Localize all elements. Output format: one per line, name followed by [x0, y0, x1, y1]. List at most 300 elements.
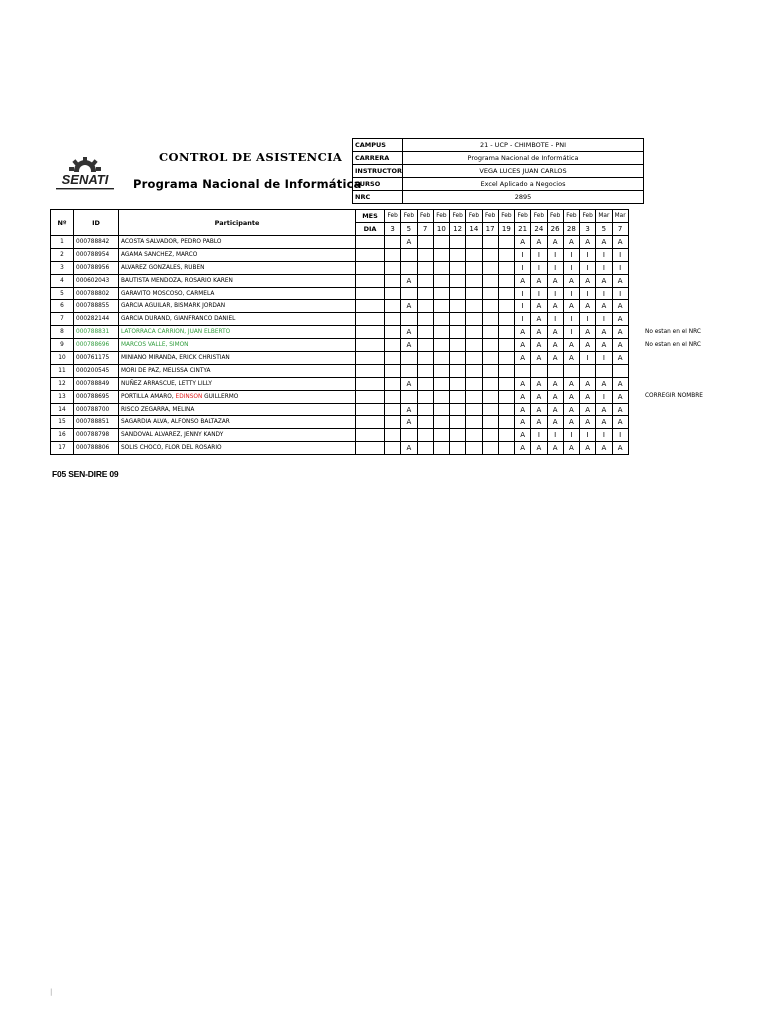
attendance-mark — [466, 390, 482, 403]
attendance-mark — [450, 352, 466, 365]
participant-name: ALVAREZ GONZALES, RUBEN — [119, 261, 356, 274]
attendance-mark: A — [531, 300, 547, 313]
attendance-mark: I — [531, 261, 547, 274]
attendance-mark — [482, 326, 498, 339]
info-value: VEGA LUCES JUAN CARLOS — [403, 165, 644, 178]
row-number: 5 — [51, 287, 74, 300]
attendance-mark — [385, 390, 401, 403]
attendance-mark: I — [612, 261, 628, 274]
participant-id: 000602043 — [74, 274, 119, 287]
attendance-mark — [466, 339, 482, 352]
info-key: CURSO — [353, 178, 403, 191]
attendance-mark — [482, 403, 498, 416]
attendance-mark — [498, 429, 514, 442]
attendance-mark: A — [612, 442, 628, 455]
attendance-mark — [450, 429, 466, 442]
attendance-mark: A — [547, 236, 563, 249]
attendance-mark: A — [580, 416, 596, 429]
info-row-curso — [353, 178, 644, 191]
blank-cell — [356, 261, 385, 274]
participant-id: 000788842 — [74, 236, 119, 249]
attendance-mark — [450, 377, 466, 390]
attendance-mark: A — [515, 390, 531, 403]
attendance-mark — [450, 300, 466, 313]
attendance-mark — [466, 261, 482, 274]
attendance-mark — [482, 377, 498, 390]
attendance-mark — [385, 236, 401, 249]
participant-id: 000788798 — [74, 429, 119, 442]
row-number: 12 — [51, 377, 74, 390]
attendance-mark — [466, 416, 482, 429]
attendance-mark — [498, 313, 514, 326]
attendance-mark: A — [612, 403, 628, 416]
row-number: 15 — [51, 416, 74, 429]
column-header-participant: Participante — [119, 210, 356, 236]
attendance-mark — [385, 429, 401, 442]
table-row — [51, 274, 645, 287]
senati-logo — [54, 150, 116, 194]
attendance-mark — [466, 274, 482, 287]
info-row-carrera — [353, 152, 644, 165]
attendance-mark: A — [401, 442, 417, 455]
row-note: No estan en el NRC — [645, 341, 701, 348]
attendance-mark — [498, 248, 514, 261]
column-header-number: Nº — [51, 210, 74, 236]
attendance-mark — [450, 287, 466, 300]
course-info-table — [352, 138, 644, 204]
attendance-mark — [450, 403, 466, 416]
attendance-mark — [433, 313, 449, 326]
attendance-mark: A — [580, 403, 596, 416]
attendance-mark — [466, 364, 482, 377]
day-cell: 3 — [580, 223, 596, 236]
attendance-mark: A — [580, 236, 596, 249]
month-label: MES — [356, 210, 385, 223]
document-title: CONTROL DE ASISTENCIA — [159, 150, 343, 164]
attendance-mark — [433, 416, 449, 429]
attendance-mark — [482, 364, 498, 377]
attendance-mark: I — [596, 261, 612, 274]
attendance-mark: I — [580, 248, 596, 261]
attendance-mark: A — [531, 352, 547, 365]
participant-name: SANDOVAL ALVAREZ, JENNY KANDY — [119, 429, 356, 442]
attendance-mark — [433, 429, 449, 442]
attendance-mark: I — [580, 429, 596, 442]
attendance-mark — [466, 377, 482, 390]
table-row — [51, 261, 645, 274]
info-row-instructor — [353, 165, 644, 178]
month-cell: Feb — [515, 210, 531, 223]
day-cell: 19 — [498, 223, 514, 236]
attendance-mark — [417, 326, 433, 339]
attendance-mark — [498, 442, 514, 455]
attendance-mark: I — [515, 300, 531, 313]
attendance-mark — [433, 261, 449, 274]
attendance-mark — [401, 352, 417, 365]
attendance-mark: A — [596, 339, 612, 352]
info-key: NRC — [353, 191, 403, 204]
attendance-mark: A — [401, 236, 417, 249]
row-number: 3 — [51, 261, 74, 274]
attendance-mark: A — [580, 377, 596, 390]
participant-name: ACOSTA SALVADOR, PEDRO PABLO — [119, 236, 356, 249]
attendance-mark: A — [531, 377, 547, 390]
attendance-mark: A — [612, 377, 628, 390]
participant-name: AGAMA SANCHEZ, MARCO — [119, 248, 356, 261]
attendance-mark — [433, 403, 449, 416]
row-number: 11 — [51, 364, 74, 377]
info-key: INSTRUCTOR — [353, 165, 403, 178]
attendance-mark — [482, 248, 498, 261]
participant-name: GARCIA DURAND, GIANFRANCO DANIEL — [119, 313, 356, 326]
participant-name: MORI DE PAZ, MELISSA CINTYA — [119, 364, 356, 377]
attendance-mark — [466, 403, 482, 416]
info-value: Programa Nacional de Informática — [403, 152, 644, 165]
attendance-mark — [466, 313, 482, 326]
participant-id: 000788695 — [74, 390, 119, 403]
row-number: 1 — [51, 236, 74, 249]
attendance-mark: I — [596, 248, 612, 261]
attendance-mark — [547, 364, 563, 377]
attendance-mark: A — [401, 403, 417, 416]
attendance-mark: A — [531, 313, 547, 326]
row-note: No estan en el NRC — [645, 328, 701, 335]
attendance-mark — [450, 274, 466, 287]
attendance-mark: A — [547, 377, 563, 390]
attendance-mark: A — [563, 390, 579, 403]
attendance-mark — [450, 326, 466, 339]
blank-cell — [356, 313, 385, 326]
attendance-mark: I — [547, 261, 563, 274]
attendance-mark — [385, 274, 401, 287]
row-number: 17 — [51, 442, 74, 455]
attendance-mark: I — [563, 287, 579, 300]
attendance-mark — [417, 403, 433, 416]
attendance-mark — [450, 390, 466, 403]
program-title: Programa Nacional de Informática — [133, 177, 362, 191]
attendance-mark: A — [515, 236, 531, 249]
attendance-mark: A — [547, 442, 563, 455]
attendance-mark: A — [531, 442, 547, 455]
attendance-mark — [385, 364, 401, 377]
day-cell: 21 — [515, 223, 531, 236]
attendance-mark: A — [563, 300, 579, 313]
attendance-mark — [482, 274, 498, 287]
attendance-mark — [385, 248, 401, 261]
blank-cell — [356, 352, 385, 365]
blank-cell — [356, 429, 385, 442]
attendance-mark: I — [596, 313, 612, 326]
attendance-mark — [417, 390, 433, 403]
month-cell: Feb — [498, 210, 514, 223]
attendance-mark — [466, 442, 482, 455]
participant-id: 000200545 — [74, 364, 119, 377]
attendance-mark — [433, 300, 449, 313]
attendance-mark: A — [531, 390, 547, 403]
attendance-mark: A — [563, 442, 579, 455]
attendance-mark: A — [531, 416, 547, 429]
attendance-mark: A — [596, 403, 612, 416]
info-row-nrc — [353, 191, 644, 204]
blank-cell — [356, 403, 385, 416]
attendance-mark — [498, 236, 514, 249]
attendance-mark — [482, 352, 498, 365]
attendance-mark: A — [612, 326, 628, 339]
attendance-mark: I — [580, 287, 596, 300]
attendance-mark: A — [515, 352, 531, 365]
attendance-mark: A — [515, 339, 531, 352]
attendance-mark — [498, 416, 514, 429]
participant-id: 000788954 — [74, 248, 119, 261]
attendance-mark — [401, 287, 417, 300]
participant-name: MARCOS VALLE, SIMON — [119, 339, 356, 352]
attendance-mark — [417, 300, 433, 313]
attendance-mark — [466, 352, 482, 365]
attendance-mark — [498, 300, 514, 313]
attendance-mark — [482, 390, 498, 403]
blank-cell — [356, 390, 385, 403]
row-number: 2 — [51, 248, 74, 261]
attendance-mark — [417, 416, 433, 429]
blank-cell — [356, 287, 385, 300]
attendance-mark — [596, 364, 612, 377]
attendance-mark: I — [515, 313, 531, 326]
attendance-mark: A — [612, 300, 628, 313]
attendance-mark: A — [612, 390, 628, 403]
attendance-mark — [433, 339, 449, 352]
attendance-mark: A — [563, 416, 579, 429]
gear-logo-icon — [54, 150, 116, 194]
attendance-mark: A — [401, 326, 417, 339]
attendance-mark — [385, 261, 401, 274]
attendance-mark: A — [401, 377, 417, 390]
row-number: 4 — [51, 274, 74, 287]
attendance-mark: A — [596, 377, 612, 390]
table-row — [51, 300, 645, 313]
blank-cell — [356, 274, 385, 287]
attendance-mark — [466, 429, 482, 442]
info-value: 21 - UCP - CHIMBOTE - PNI — [403, 139, 644, 152]
row-number: 8 — [51, 326, 74, 339]
attendance-mark: I — [596, 429, 612, 442]
attendance-mark: I — [596, 287, 612, 300]
attendance-mark: A — [547, 339, 563, 352]
attendance-mark — [417, 377, 433, 390]
attendance-mark — [450, 313, 466, 326]
blank-cell — [356, 364, 385, 377]
table-row — [51, 326, 645, 339]
attendance-mark — [417, 364, 433, 377]
attendance-mark — [417, 313, 433, 326]
attendance-mark — [401, 248, 417, 261]
row-note: CORREGIR NOMBRE — [645, 393, 703, 400]
attendance-mark — [385, 442, 401, 455]
table-row — [51, 390, 645, 403]
attendance-mark: I — [547, 287, 563, 300]
day-cell: 24 — [531, 223, 547, 236]
blank-cell — [356, 377, 385, 390]
attendance-mark — [563, 364, 579, 377]
table-row — [51, 403, 645, 416]
participant-id: 000788855 — [74, 300, 119, 313]
attendance-mark — [482, 313, 498, 326]
row-number: 10 — [51, 352, 74, 365]
attendance-mark: A — [547, 403, 563, 416]
attendance-mark: I — [612, 287, 628, 300]
attendance-mark: I — [547, 248, 563, 261]
column-header-id: ID — [74, 210, 119, 236]
attendance-mark: A — [563, 352, 579, 365]
attendance-mark — [385, 287, 401, 300]
participant-id: 000788849 — [74, 377, 119, 390]
participant-name: NUÑEZ ARRASCUE, LETTY LILLY — [119, 377, 356, 390]
attendance-mark: A — [612, 236, 628, 249]
attendance-mark: A — [515, 403, 531, 416]
attendance-mark — [433, 326, 449, 339]
attendance-mark — [433, 248, 449, 261]
attendance-table — [50, 209, 645, 455]
name-part-highlight: EDINSON — [175, 393, 203, 400]
day-cell: 3 — [385, 223, 401, 236]
attendance-mark — [417, 248, 433, 261]
month-cell: Mar — [612, 210, 628, 223]
row-number: 7 — [51, 313, 74, 326]
table-row — [51, 364, 645, 377]
attendance-mark: I — [531, 248, 547, 261]
info-row-campus — [353, 139, 644, 152]
attendance-mark: A — [563, 403, 579, 416]
attendance-mark: A — [547, 274, 563, 287]
attendance-mark — [482, 442, 498, 455]
name-part: PORTILLA AMARO, — [121, 393, 176, 400]
attendance-mark — [417, 442, 433, 455]
attendance-mark — [466, 248, 482, 261]
participant-name: MINIANO MIRANDA, ERICK CHRISTIAN — [119, 352, 356, 365]
attendance-mark: A — [515, 442, 531, 455]
attendance-mark — [433, 364, 449, 377]
attendance-mark — [385, 403, 401, 416]
day-cell: 5 — [596, 223, 612, 236]
table-row — [51, 287, 645, 300]
attendance-mark — [515, 364, 531, 377]
attendance-mark — [417, 261, 433, 274]
attendance-mark — [482, 287, 498, 300]
participant-name: LATORRACA CARRION, JUAN ELBERTO — [119, 326, 356, 339]
attendance-mark: A — [612, 313, 628, 326]
attendance-mark — [433, 390, 449, 403]
participant-id: 000788831 — [74, 326, 119, 339]
attendance-mark — [385, 313, 401, 326]
attendance-mark — [433, 352, 449, 365]
participant-name: GARCIA AGUILAR, BISMARK JORDAN — [119, 300, 356, 313]
info-key: CAMPUS — [353, 139, 403, 152]
attendance-mark: I — [563, 261, 579, 274]
attendance-mark: A — [580, 326, 596, 339]
attendance-mark: A — [612, 339, 628, 352]
table-row — [51, 313, 645, 326]
attendance-mark: A — [515, 429, 531, 442]
attendance-mark — [401, 313, 417, 326]
attendance-mark: A — [515, 274, 531, 287]
attendance-mark: I — [531, 287, 547, 300]
day-cell: 17 — [482, 223, 498, 236]
form-code: F05 SEN-DIRE 09 — [52, 469, 119, 479]
month-cell: Feb — [401, 210, 417, 223]
attendance-mark: A — [547, 300, 563, 313]
attendance-mark: A — [580, 300, 596, 313]
attendance-mark: I — [515, 248, 531, 261]
attendance-mark — [450, 442, 466, 455]
attendance-mark — [498, 403, 514, 416]
attendance-mark: I — [563, 248, 579, 261]
logo-text: SENATI — [61, 172, 109, 187]
blank-cell — [356, 326, 385, 339]
attendance-mark — [466, 326, 482, 339]
attendance-mark — [482, 300, 498, 313]
month-cell: Feb — [417, 210, 433, 223]
participant-id: 000788802 — [74, 287, 119, 300]
attendance-mark: A — [596, 442, 612, 455]
attendance-mark — [433, 287, 449, 300]
attendance-mark — [433, 442, 449, 455]
attendance-mark: A — [531, 339, 547, 352]
attendance-mark — [450, 236, 466, 249]
blank-cell — [356, 339, 385, 352]
info-value: Excel Aplicado a Negocios — [403, 178, 644, 191]
day-cell: 7 — [417, 223, 433, 236]
blank-cell — [356, 236, 385, 249]
attendance-mark — [450, 364, 466, 377]
attendance-mark — [498, 364, 514, 377]
table-row — [51, 416, 645, 429]
attendance-mark — [531, 364, 547, 377]
table-row — [51, 236, 645, 249]
attendance-mark: A — [580, 339, 596, 352]
month-cell: Feb — [563, 210, 579, 223]
attendance-mark: A — [596, 274, 612, 287]
attendance-mark — [385, 339, 401, 352]
blank-cell — [356, 416, 385, 429]
table-row — [51, 339, 645, 352]
participant-id: 000788851 — [74, 416, 119, 429]
day-cell: 14 — [466, 223, 482, 236]
month-cell: Feb — [466, 210, 482, 223]
attendance-mark: I — [563, 326, 579, 339]
page-mark: | — [50, 988, 53, 996]
attendance-mark: I — [515, 287, 531, 300]
month-cell: Feb — [547, 210, 563, 223]
attendance-mark: A — [580, 442, 596, 455]
attendance-mark: A — [612, 352, 628, 365]
attendance-mark: A — [596, 326, 612, 339]
attendance-mark: I — [580, 313, 596, 326]
attendance-mark: A — [563, 236, 579, 249]
attendance-mark — [498, 261, 514, 274]
attendance-mark — [417, 429, 433, 442]
info-value: 2895 — [403, 191, 644, 204]
attendance-mark — [482, 236, 498, 249]
attendance-mark: A — [547, 352, 563, 365]
attendance-mark — [498, 274, 514, 287]
participant-id: 000761175 — [74, 352, 119, 365]
day-cell: 5 — [401, 223, 417, 236]
attendance-mark — [466, 236, 482, 249]
blank-cell — [356, 248, 385, 261]
attendance-mark: A — [596, 416, 612, 429]
attendance-mark: A — [531, 236, 547, 249]
attendance-mark: A — [580, 274, 596, 287]
row-number: 6 — [51, 300, 74, 313]
